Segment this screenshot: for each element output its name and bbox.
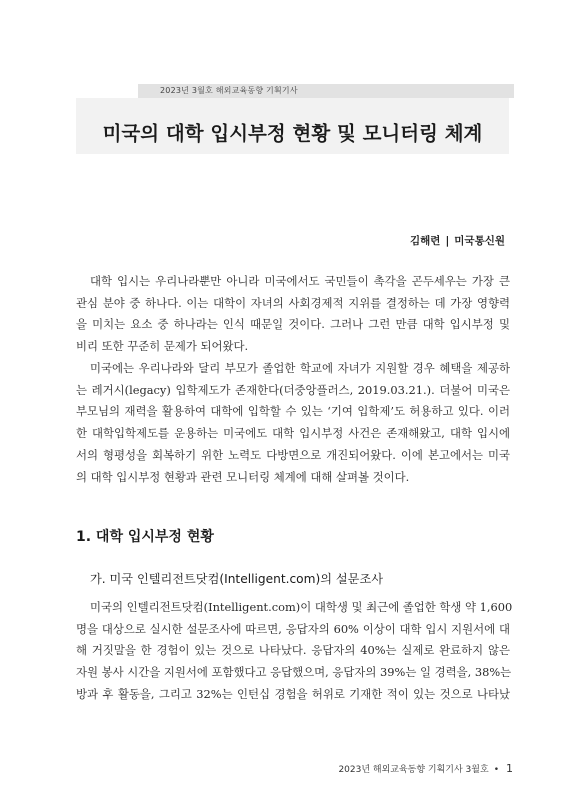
text-line: 관심 분야 중 하나다. 이는 대학이 자녀의 사회경제적 지위를 결정하는 데 가장 영향력 (76, 295, 510, 310)
page-number: 1 (506, 762, 513, 775)
publication-tag-text: 2023년 3월호 해외교육동향 기획기사 (160, 86, 298, 95)
bullet-icon: • (493, 765, 499, 775)
text-line: 명을 대상으로 실시한 설문조사에 따르면, 응답자의 60% 이상이 대학 입시 지원서에 대 (76, 621, 510, 636)
author-affiliation: 미국통신원 (454, 235, 505, 247)
legacy-paragraph (76, 358, 510, 488)
intro-paragraph (76, 271, 510, 358)
publication-tag (138, 84, 514, 98)
text-line: 미국에는 우리나라와 달리 부모가 졸업한 학교에 자녀가 지원할 경우 혜택을 제공하 (90, 361, 510, 375)
text-line: 비리 또한 꾸준히 문제가 되어왔다. (76, 339, 249, 354)
text-line: 방과 후 활동을, 그리고 32%는 인턴십 경험을 허위로 기재한 적이 있는 것으로 나타났 (76, 686, 510, 701)
text-line: 해 거짓말을 한 경험이 있는 것으로 나타났다. 응답자의 40%는 실제로 완료하지 않은 (76, 643, 510, 658)
text-line: 을 미치는 요소 중 하나라는 인식 때문일 것이다. 그러나 그런 만큼 대학 입시부정 및 (76, 317, 510, 332)
footer-text: 2023년 해외교육동향 기획기사 3월호 (338, 765, 489, 775)
text-line: 미국의 인텔리전트닷컴(Intelligent.com)이 대학생 및 최근에 졸업한 학생 약 1,600 (90, 600, 513, 614)
text-line: 의 대학 입시부정 현황과 관련 모니터링 체계에 대해 살펴볼 것이다. (76, 469, 410, 484)
text-line: 는 레거시(legacy) 입학제도가 존재한다(더중앙플러스, 2019.03.21.). 더불어 미국은 (76, 382, 510, 397)
survey-paragraph (76, 597, 513, 706)
page-footer (338, 762, 513, 775)
author-line (410, 233, 505, 248)
text-line: 부모님의 재력을 활용하여 대학에 입학할 수 있는 ‘기여 입학제’도 허용하고 있다. 이러 (76, 404, 510, 419)
author-name: 김해련 (410, 235, 441, 247)
author-separator: | (445, 235, 450, 247)
subsection-heading: 가. 미국 인텔리전트닷컴(Intelligent.com)의 설문조사 (90, 572, 383, 586)
text-line: 한 대학입학제도를 운용하는 미국에도 대학 입시부정 사건은 존재해왔고, 대학 입시에 (76, 426, 510, 441)
text-line: 대학 입시는 우리나라뿐만 아니라 미국에서도 국민들이 촉각을 곤두세우는 가장 큰 (90, 274, 510, 288)
text-line: 서의 형평성을 회복하기 위한 노력도 다방면으로 개진되어왔다. 이에 본고에서는 미국 (76, 447, 510, 462)
title-banner (76, 98, 509, 154)
section-heading: 1. 대학 입시부정 현황 (76, 529, 214, 545)
article-title: 미국의 대학 입시부정 현황 및 모니터링 체계 (102, 122, 483, 145)
text-line: 자원 봉사 시간을 지원서에 포함했다고 응답했으며, 응답자의 39%는 일 경력을, 38%는 (76, 665, 512, 680)
